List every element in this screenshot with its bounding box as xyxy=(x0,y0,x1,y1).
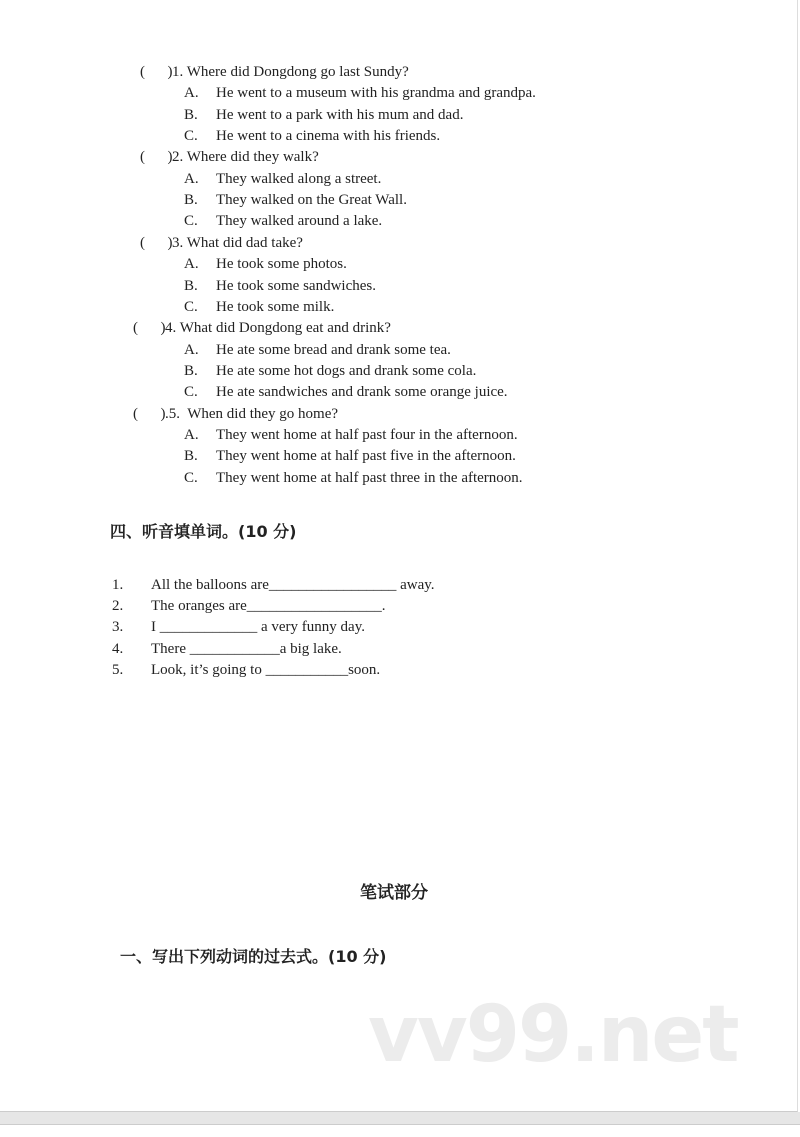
answer-blank[interactable]: ( ) xyxy=(133,405,166,422)
option-text: He took some photos. xyxy=(216,256,347,273)
watermark: vv99.net xyxy=(368,990,738,1080)
option-label: C. xyxy=(184,298,198,315)
question-text: 1. Where did Dongdong go last Sundy? xyxy=(172,64,409,80)
option-text: He went to a museum with his grandma and grandpa. xyxy=(216,85,536,102)
option-label: B. xyxy=(184,192,198,209)
option-label: B. xyxy=(184,106,198,123)
question-text: 4. What did Dongdong eat and drink? xyxy=(165,320,391,337)
answer-blank[interactable]: ( ) xyxy=(140,149,173,166)
item-sentence: Look, it’s going to ___________soon. xyxy=(151,661,381,678)
option-label: C. xyxy=(184,128,198,145)
written-part-title: 笔试部分 xyxy=(360,883,428,903)
option-text: He went to a cinema with his friends. xyxy=(216,128,441,145)
option-label: C. xyxy=(184,469,198,486)
item-number: 2. xyxy=(112,598,124,615)
option-label: B. xyxy=(184,277,198,294)
option-label: A. xyxy=(184,256,199,273)
option-label: C. xyxy=(184,213,198,230)
answer-blank[interactable]: ( ) xyxy=(133,320,166,337)
item-sentence: The oranges are__________________. xyxy=(151,598,386,615)
option-text: He ate some hot dogs and drank some cola. xyxy=(216,362,477,379)
option-text: He took some milk. xyxy=(216,298,335,315)
item-sentence: All the balloons are_________________ away. xyxy=(151,577,435,593)
answer-blank[interactable]: ( ) xyxy=(140,64,173,80)
option-text: They walked around a lake. xyxy=(216,213,383,230)
item-number: 4. xyxy=(112,640,124,657)
item-sentence: I _____________ a very funny day. xyxy=(151,619,365,636)
section-4-heading: 四、听音填单词。(10 分) xyxy=(110,522,297,541)
option-text: They went home at half past four in the afternoon. xyxy=(216,426,518,443)
option-label: A. xyxy=(184,85,199,102)
question-text: .5. When did they go home? xyxy=(165,405,339,422)
option-label: B. xyxy=(184,448,198,465)
page-gap xyxy=(0,1112,800,1125)
option-text: He went to a park with his mum and dad. xyxy=(216,106,464,123)
option-text: They walked along a street. xyxy=(216,170,382,187)
option-text: They went home at half past five in the afternoon. xyxy=(216,448,516,465)
item-sentence: There ____________a big lake. xyxy=(151,640,342,657)
option-text: They went home at half past three in the afternoon. xyxy=(216,469,523,486)
option-label: B. xyxy=(184,362,198,379)
question-text: 3. What did dad take? xyxy=(172,234,303,251)
item-number: 3. xyxy=(112,619,124,636)
option-label: A. xyxy=(184,426,199,443)
option-text: He ate sandwiches and drank some orange juice. xyxy=(216,384,508,401)
item-number: 5. xyxy=(112,661,124,678)
written-section-1-heading: 一、写出下列动词的过去式。(10 分) xyxy=(120,947,387,966)
question-text: 2. Where did they walk? xyxy=(172,149,319,166)
option-text: He ate some bread and drank some tea. xyxy=(216,341,451,358)
option-label: C. xyxy=(184,384,198,401)
option-label: A. xyxy=(184,341,199,358)
answer-blank[interactable]: ( ) xyxy=(140,234,173,251)
item-number: 1. xyxy=(112,577,124,593)
option-label: A. xyxy=(184,170,199,187)
option-text: They walked on the Great Wall. xyxy=(216,192,407,209)
option-text: He took some sandwiches. xyxy=(216,277,376,294)
